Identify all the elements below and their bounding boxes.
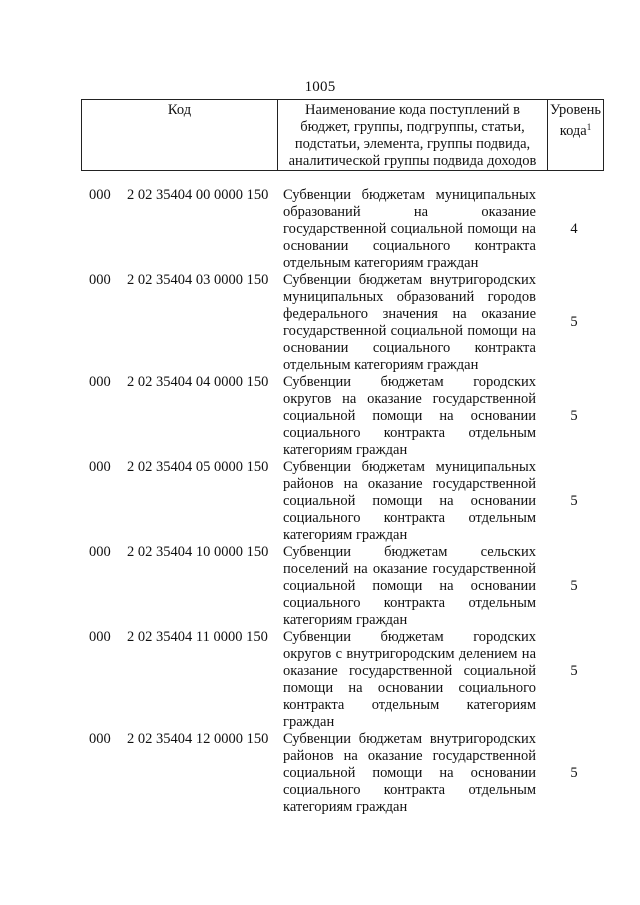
row-code: 2 02 35404 04 0000 150 <box>127 374 269 390</box>
row-code: 2 02 35404 00 0000 150 <box>127 187 269 203</box>
row-prefix: 000 <box>89 629 111 645</box>
table-row <box>0 459 640 544</box>
row-code: 2 02 35404 05 0000 150 <box>127 459 269 475</box>
row-name: Субвенции бюджетам внутригородских муниципальных образований городов федерального значения на оказание государственной социальной помощи на основании социального контракта отдельным категориям граждан <box>283 272 536 373</box>
row-level: 5 <box>570 408 578 424</box>
row-code: 2 02 35404 10 0000 150 <box>127 544 269 560</box>
row-name: Субвенции бюджетам муниципальных образований на оказание государственной социальной помощи на основании социального контракта отдельным категориям граждан <box>283 187 536 271</box>
row-prefix: 000 <box>89 544 111 560</box>
code-list <box>0 187 640 816</box>
row-prefix: 000 <box>89 187 111 203</box>
row-code: 2 02 35404 03 0000 150 <box>127 272 269 288</box>
table-row <box>0 629 640 731</box>
row-level: 5 <box>570 314 578 330</box>
header-level-line: кода <box>559 123 587 139</box>
row-prefix: 000 <box>89 272 111 288</box>
row-prefix: 000 <box>89 459 111 475</box>
row-prefix: 000 <box>89 731 111 747</box>
table-row <box>0 187 640 272</box>
table-header <box>81 99 604 171</box>
table-row <box>0 374 640 459</box>
row-level: 5 <box>570 663 578 679</box>
table-row <box>0 272 640 374</box>
header-code <box>82 100 278 171</box>
page-number: 1005 <box>304 79 336 95</box>
row-name: Субвенции бюджетам муниципальных районов на оказание государственной социальной помощи на основании социального контракта отдельным категориям граждан <box>283 459 536 543</box>
header-name-line: бюджет, группы, подгруппы, статьи, <box>300 119 525 135</box>
row-name: Субвенции бюджетам сельских поселений на оказание государственной социальной помощи на основании социального контракта отдельным категориям граждан <box>283 544 536 628</box>
row-level: 5 <box>570 578 578 594</box>
header-level <box>548 100 604 171</box>
table-row <box>0 544 640 629</box>
header-name-line: аналитической группы подвида доходов <box>288 153 537 169</box>
row-level: 4 <box>570 221 578 237</box>
row-name: Субвенции бюджетам внутригородских районов на оказание государственной социальной помощи на основании социального контракта отдельным категориям граждан <box>283 731 536 815</box>
row-code: 2 02 35404 11 0000 150 <box>127 629 268 645</box>
table-row <box>0 731 640 816</box>
footnote-marker: 1 <box>586 122 592 132</box>
row-level: 5 <box>570 493 578 509</box>
header-level-line: Уровень <box>549 102 602 118</box>
row-name: Субвенции бюджетам городских округов с внутригородским делением на оказание государственной социальной помощи на основании социального контракта отдельным категориям граждан <box>283 629 536 730</box>
row-code: 2 02 35404 12 0000 150 <box>127 731 269 747</box>
header-name-line: Наименование кода поступлений в <box>305 102 520 118</box>
row-level: 5 <box>570 765 578 781</box>
row-name: Субвенции бюджетам городских округов на оказание государственной социальной помощи на основании социального контракта отдельным категориям граждан <box>283 374 536 458</box>
header-name <box>278 100 548 171</box>
header-code-label: Код <box>167 102 192 118</box>
header-name-line: подстатьи, элемента, группы подвида, <box>294 136 531 152</box>
row-prefix: 000 <box>89 374 111 390</box>
